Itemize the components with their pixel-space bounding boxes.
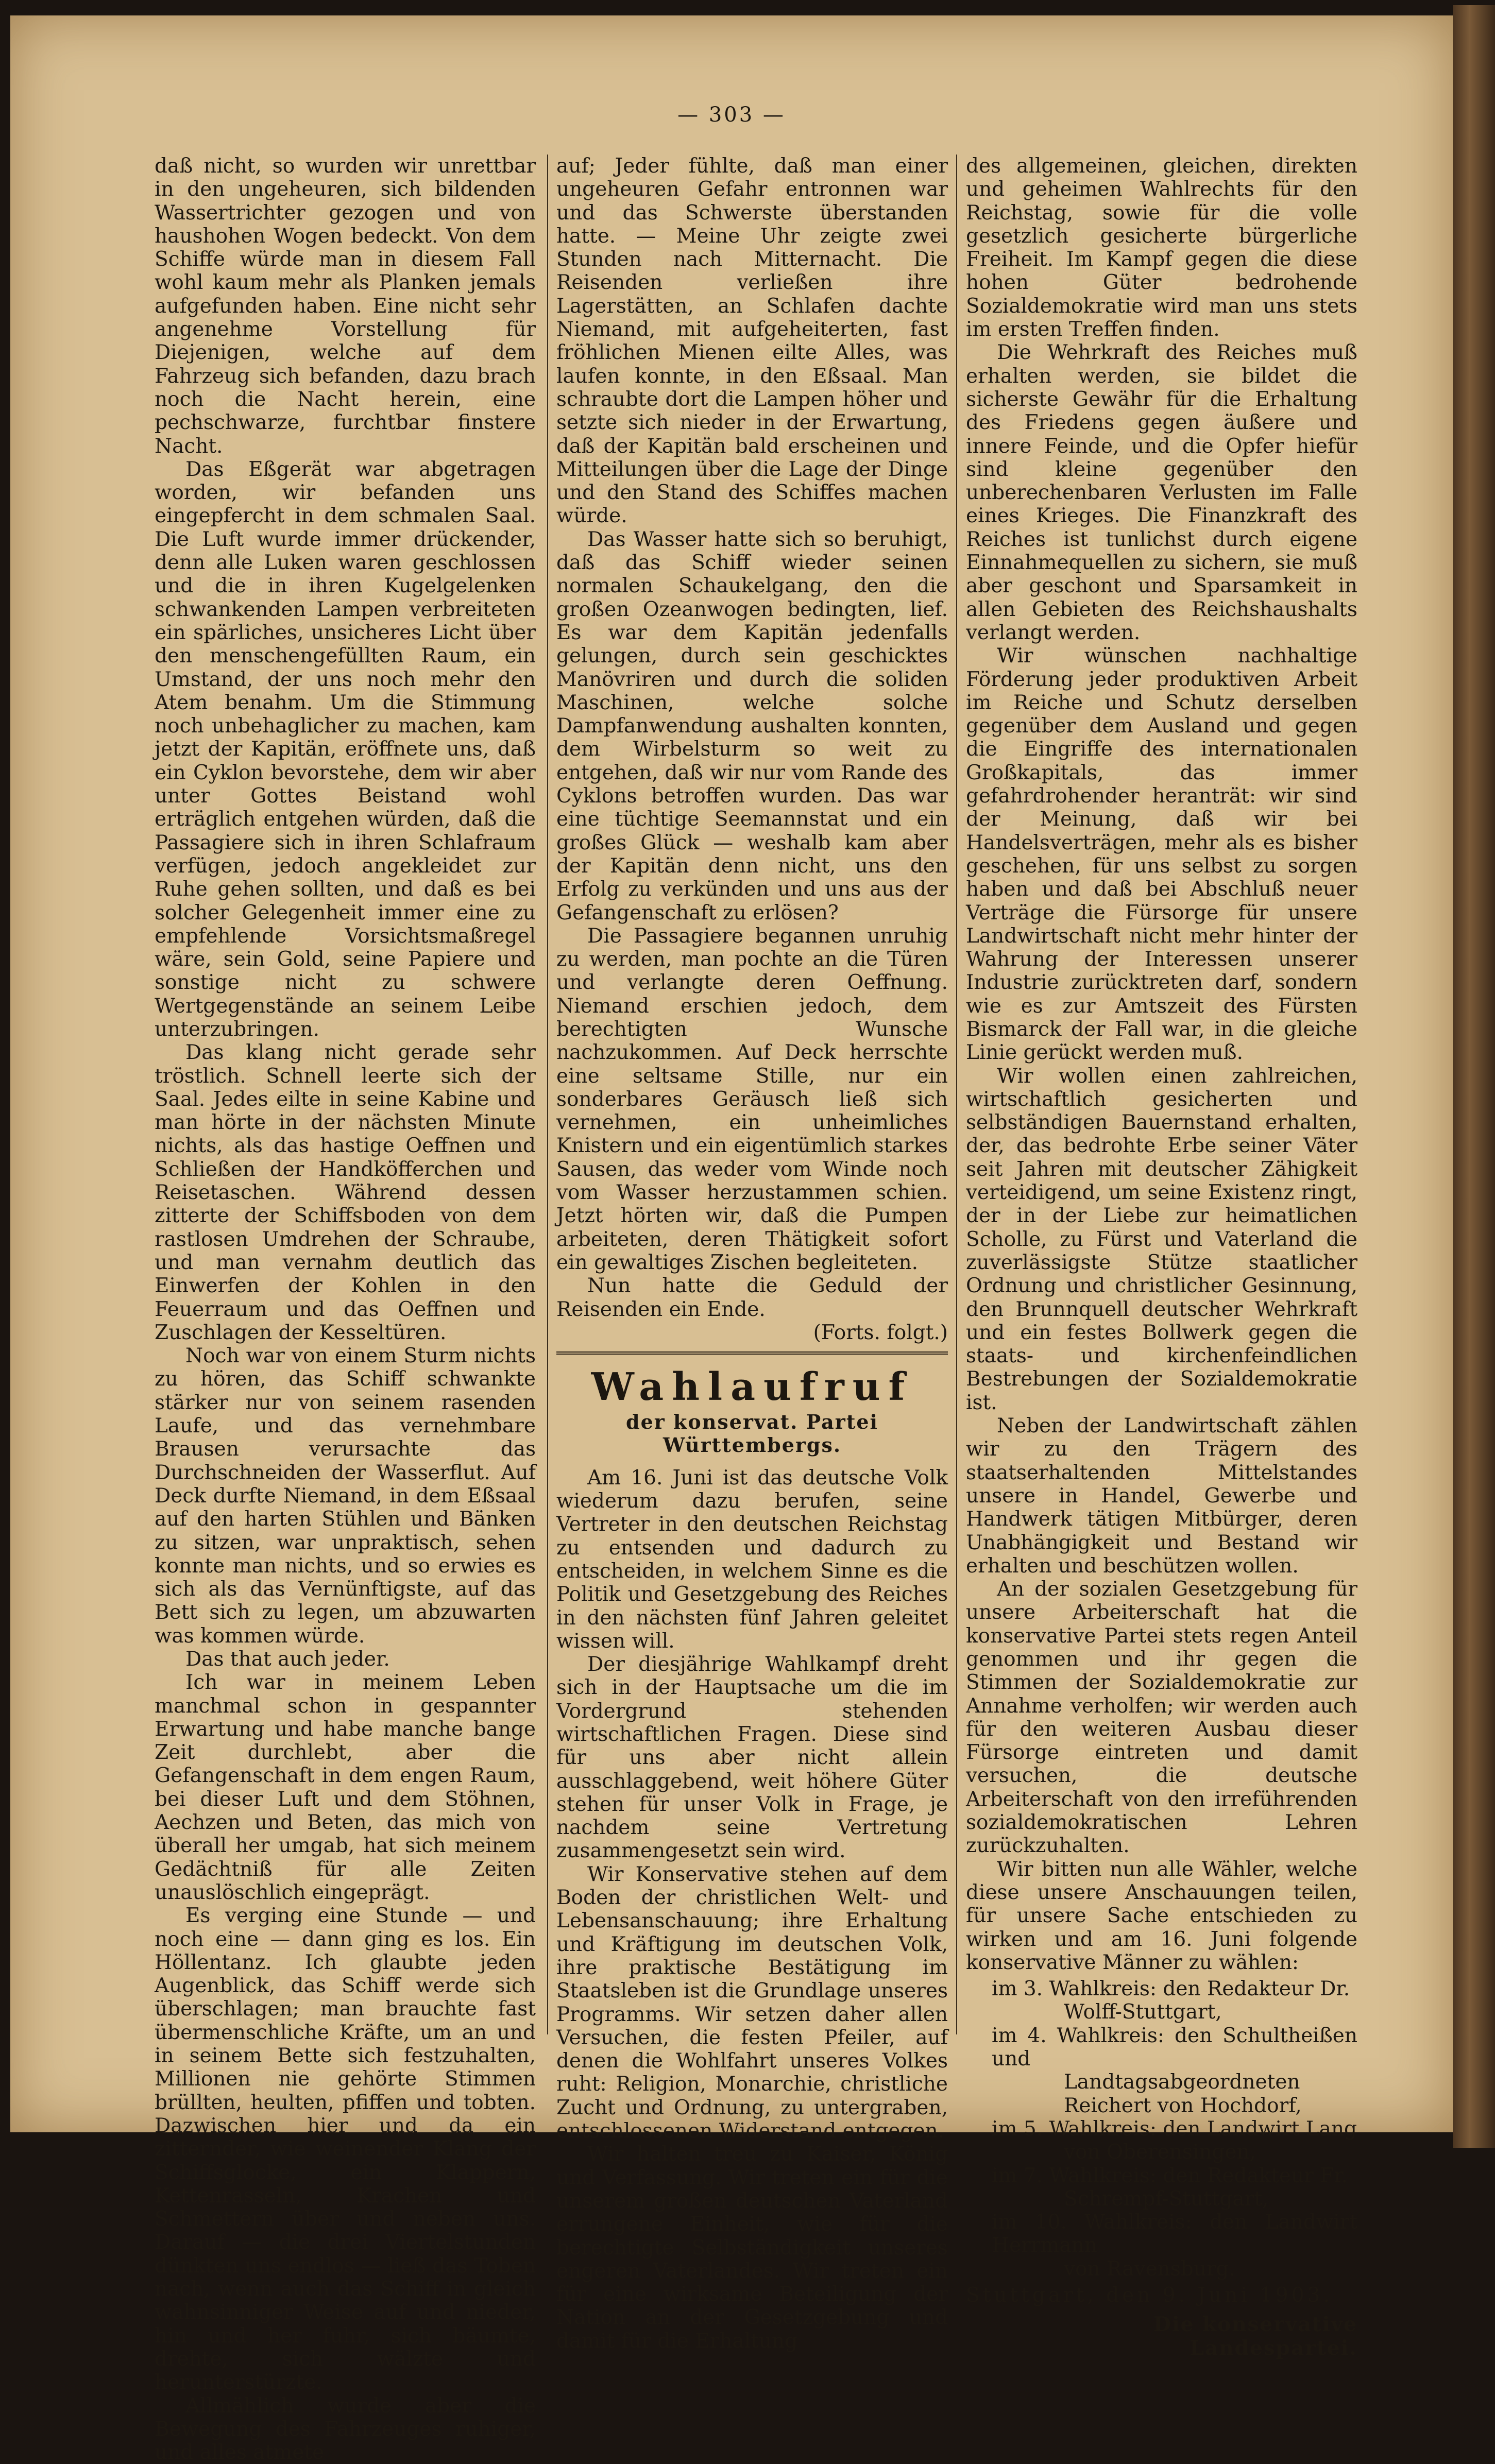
paragraph: Wir wünschen nachhaltige Förderung jeder produktiven Arbeit im Reiche und Schutz derselben gegenüber dem Ausland und gegen die Eingriffe des internationalen Großkapitals, das immer gefahrdrohender heranträt: wir sind der Meinung, daß wir bei Handelsverträgen, mehr als es bisher geschehen, für uns selbst zu sorgen haben und daß bei Abschluß neuer Verträge die Fürsorge für unsere Landwirtschaft nicht mehr hinter der Wahrung der Interessen unserer Industrie zurücktreten darf, sondern wie es zur Amtszeit des Fürsten Bismarck der Fall war, in die gleiche Linie gerückt werden muß. (966, 644, 1357, 1064)
candidate-entry (966, 2164, 1357, 2211)
column-2 (556, 155, 948, 2353)
paragraph: Ich war in meinem Leben manchmal schon in gespannter Erwartung und habe manche bange Zeit durchlebt, aber die Gefangenschaft in dem engen Raum, bei dieser Luft und dem Stöhnen, Aechzen und Beten, das mich von überall her umgab, hat sich meinem Gedächtniß für alle Zeiten unauslöschlich eingeprägt. (155, 1671, 536, 1904)
appeal-signature: Die konservative Landespartei. (966, 2313, 1357, 2360)
section-divider (556, 1351, 948, 1355)
candidate-name: den Redakteur Fr. (1163, 2164, 1348, 2187)
book-edge (1453, 5, 1495, 2148)
paragraph: An der sozialen Gesetzgebung für unsere Arbeiterschaft hat die konservative Partei stets regen Anteil genommen und ihr gegen die Stimmen der Sozialdemokratie zur Annahme verholfen; wir werden auch für den weiteren Ausbau dieser Fürsorge eintreten und damit versuchen, die deutsche Arbeiterschaft von den irreführenden sozialdemokratischen Lehren zurückzuhalten. (966, 1578, 1357, 1858)
paragraph: Allmählich wurde aber die Bewegung des Fahrzeuges ruhiger, und alles atmete (155, 2394, 536, 2464)
paragraph: Das Eßgerät war abgetragen worden, wir befanden uns eingepfercht in dem schmalen Saal. Die Luft wurde immer drückender, denn alle Luken waren geschlossen und die in ihren Kugelgelenken schwankenden Lampen verbreiteten ein spärliches, unsicheres Licht über den menschengefüllten Raum, ein Umstand, der uns noch mehr den Atem benahm. Um die Stimmung noch unbehaglicher zu machen, kam jetzt der Kapitän, eröffnete uns, daß ein Cyklon bevorstehe, dem wir aber unter Gottes Beistand wohl erträglich entgehen würden, daß die Passagiere sich in ihren Schlafraum verfügen, jedoch angekleidet zur Ruhe gehen sollten, und daß es bei solcher Gelegenheit immer eine zu empfehlende Vorsichtsmaßregel wäre, sein Gold, seine Papiere und sonstige nicht zu schwere Wertgegenstände an seinem Leibe unterzubringen. (155, 458, 536, 1041)
newspaper-page (10, 15, 1453, 2132)
paragraph: Neben der Landwirtschaft zählen wir zu den Trägern des staatserhaltenden Mittelstandes unsere in Handel, Gewerbe und Handwerk tätigen Mitbürger, deren Unabhängigkeit und Bestand wir erhalten und beschützen wollen. (966, 1414, 1357, 1578)
candidate-list (966, 1977, 1357, 2281)
paragraph: Das that auch jeder. (155, 1648, 536, 1671)
appeal-title: Wahlaufruf (556, 1364, 948, 1410)
column-rule (547, 155, 548, 2034)
candidate-name-cont: Landtagsabgeordneten Reichert von Hochdorf, (992, 2071, 1357, 2117)
paragraph: daß nicht, so wurden wir unrettbar in den ungeheuren, sich bildenden Wassertrichter gezogen und von haushohen Wogen bedeckt. Von dem Schiffe würde man in diesem Fall wohl kaum mehr als Planken jemals aufgefunden haben. Eine nicht sehr angenehme Vorstellung für Diejenigen, welche auf dem Fahrzeug sich befanden, dazu brach noch die Nacht herein, eine pechschwarze, furchtbar finstere Nacht. (155, 155, 536, 458)
candidate-district: im 5. Wahlkreis: (992, 2117, 1157, 2141)
candidate-name: den Schultheißen und (992, 2024, 1357, 2071)
candidate-name: den Redakteur Dr. (1163, 1977, 1350, 2000)
paragraph: Wir Konservative stehen auf dem Boden der christlichen Welt- und Lebensanschauung; ihre Erhaltung und Kräftigung im deutschen Volk, ihre praktische Bestätigung im Staatsleben ist die Grundlage unseres Programms. Wir setzen daher allen Versuchen, die festen Pfeiler, auf denen die Wohlfahrt unseres Volkes ruht: Religion, Monarchie, christliche Zucht und Ordnung, zu untergraben, entschlossenen Widerstand entgegen. (556, 1863, 948, 2143)
column-1 (155, 155, 536, 2464)
paragraph: Die Wehrkraft des Reiches muß erhalten werden, sie bildet die sicherste Gewähr für die Erhaltung des Friedens gegen äußere und innere Feinde, und die Opfer hiefür sind kleine gegenüber den unberechenbaren Verlusten im Falle eines Krieges. Die Finanzkraft des Reiches ist tunlichst durch eigene Einnahmequellen zu sichern, sie muß aber geschont und Sparsamkeit in allen Gebieten des Reichshaushalts verlangt werden. (966, 341, 1357, 644)
appeal-subtitle: der konservat. Partei Württembergs. (556, 1410, 948, 1457)
paragraph: Am 16. Juni ist das deutsche Volk wiederum dazu berufen, seine Vertreter in den deutschen Reichstag zu entsenden und dadurch zu entscheiden, in welchem Sinne es die Politik und Gesetzgebung des Reiches in den nächsten fünf Jahren geleitet wissen will. (556, 1466, 948, 1653)
candidate-entry (966, 2117, 1357, 2164)
column-3 (966, 155, 1357, 2360)
column-rule (956, 155, 957, 2034)
candidate-name: den Landwirt Herrmann (992, 2211, 1357, 2257)
candidate-name-cont: Wolff-Stuttgart, (992, 2000, 1357, 2024)
paragraph: auf; Jeder fühlte, daß man einer ungeheuren Gefahr entronnen war und das Schwerste überstanden hatte. — Meine Uhr zeigte zwei Stunden nach Mitternacht. Die Reisenden verließen ihre Lagerstätten, an Schlafen dachte Niemand, mit aufgeheiterten, fast fröhlichen Mienen eilte Alles, was laufen konnte, in den Eßsaal. Man schraubte dort die Lampen höher und setzte sich nieder in der Erwartung, daß der Kapitän bald erscheinen und Mitteilungen über die Lage der Dinge und den Stand des Schiffes machen würde. (556, 155, 948, 528)
candidate-district: im 10. Wahlkreis: (992, 2211, 1192, 2234)
appeal-date: Stuttgart, den 9. Juni 1903. (966, 2284, 1357, 2307)
candidate-name-cont: von Oberensingen, (992, 2141, 1357, 2164)
candidate-district: im 7. Wahlkreis: (992, 2164, 1157, 2187)
continuation-note: (Forts. folgt.) (556, 1321, 948, 1344)
paragraph: Wir bitten nun alle Wähler, welche diese unsere Anschauungen teilen, für unsere Sache entschieden zu wirken und am 16. Juni folgende konservative Männer zu wählen: (966, 1858, 1357, 1974)
paragraph: Noch war von einem Sturm nichts zu hören, das Schiff schwankte stärker nur von seinem rasenden Laufe, und das vernehmbare Brausen verursachte das Durchschneiden der Wasserflut. Auf Deck durfte Niemand, in dem Eßsaal auf den harten Stühlen und Bänken zu sitzen, war unpraktisch, sehen konnte man nichts, und so erwies es sich als das Vernünftigste, auf das Bett sich zu legen, um abzuwarten was kommen würde. (155, 1344, 536, 1648)
candidate-district: im 4. Wahlkreis: (992, 2024, 1164, 2047)
paragraph: Nun hatte die Geduld der Reisenden ein Ende. (556, 1274, 948, 1321)
candidate-name-cont: von Ravensburg. (992, 2257, 1357, 2281)
paragraph: Der diesjährige Wahlkampf dreht sich in der Hauptsache um die im Vordergrund stehenden wirtschaftlichen Fragen. Diese sind für uns aber nicht allein ausschlaggebend, weit höhere Güter stehen für unser Volk in Frage, je nachdem seine Vertretung zusammengesetzt sein wird. (556, 1653, 948, 1863)
paragraph: Die Passagiere begannen unruhig zu werden, man pochte an die Türen und verlangte deren Oeffnung. Niemand erschien jedoch, dem berechtigten Wunsche nachzukommen. Auf Deck herrschte eine seltsame Stille, nur ein sonderbares Geräusch ließ sich vernehmen, ein unheimliches Knistern und ein eigentümlich starkes Sausen, das weder vom Winde noch vom Wasser herzustammen schien. Jetzt hörten wir, daß die Pumpen arbeiteten, deren Thätigkeit sofort ein gewaltiges Zischen begleiteten. (556, 925, 948, 1274)
candidate-entry (966, 2211, 1357, 2281)
page-number: — 303 — (10, 103, 1453, 127)
paragraph: Wir wollen einen zahlreichen, wirtschaftlich gesicherten und selbständigen Bauernstand erhalten, der, das bedrohte Erbe seiner Väter seit Jahren mit deutscher Zähigkeit verteidigend, um seine Existenz ringt, der in der Liebe zur heimatlichen Scholle, zu Fürst und Vaterland die zuverlässigste Stütze staatlicher Ordnung und christlicher Gesinnung, den Brunnquell deutscher Wehrkraft und ein festes Bollwerk gegen die staats- und kirchenfeindlichen Bestrebungen der Sozialdemokratie ist. (966, 1065, 1357, 1414)
paragraph: des allgemeinen, gleichen, direkten und geheimen Wahlrechts für den Reichstag, sowie für die volle gesetzlich gesicherte bürgerliche Freiheit. Im Kampf gegen die diese hohen Güter bedrohende Sozialdemokratie wird man uns stets im ersten Treffen finden. (966, 155, 1357, 341)
paragraph: Es verging eine Stunde — und noch eine — dann ging es los. Ein Höllentanz. Ich glaubte jeden Augenblick, das Schiff werde sich überschlagen; man brauchte fast übermenschliche Kräfte, um an und in seinem Bette sich festzuhalten, Millionen nie gehörte Stimmen brüllten, heulten, pfiffen und tobten. Dazwischen hier und da ein zitternder, wie weinender Klang der Schiffsglocke, ein Klappern, Kettenrasseln, Krachen und Schmettern über und neben uns. Darauf — die drei Viertelstunden dünkten uns endlos — ließ das Toben nach, wenn auch das Schiff in gleich wahnsinniger Weise auf und nieder, hin und her fuhr, sich bäumte, drehte, sich wälzte und herunterstürzte. (155, 1904, 536, 2394)
paragraph: Wir halten treu zu Kaiser, König und Verfassung. Wir treten ein für die unserem großen deutschen Vaterland errungene Einheit, wie für die berechtigte Selbständigkeit unseres engeren Vaterlandes. Wir treten ein für eine wirksame Beteiligung der Nation an der Gesetzgebung und damit für die Erhaltung (556, 2143, 948, 2353)
candidate-name: den Landwirt Lang (1163, 2117, 1357, 2141)
candidate-name-cont: Schrempf-Stuttgart, (992, 2187, 1357, 2211)
paragraph: Das klang nicht gerade sehr tröstlich. Schnell leerte sich der Saal. Jedes eilte in seine Kabine und man hörte in der nächsten Minute nichts, als das hastige Oeffnen und Schließen der Handköfferchen und Reisetaschen. Während dessen zitterte der Schiffsboden von dem rastlosen Umdrehen der Schraube, und man vernahm deutlich das Einwerfen der Kohlen in den Feuerraum und das Oeffnen und Zuschlagen der Kesseltüren. (155, 1041, 536, 1344)
candidate-entry (966, 2024, 1357, 2117)
paragraph: Das Wasser hatte sich so beruhigt, daß das Schiff wieder seinen normalen Schaukelgang, den die großen Ozeanwogen bedingten, lief. Es war dem Kapitän jedenfalls gelungen, durch sein geschicktes Manövriren und durch die soliden Maschinen, welche solche Dampfanwendung aushalten konnten, dem Wirbelsturm so weit zu entgehen, daß wir nur vom Rande des Cyklons betroffen wurden. Das war eine tüchtige Seemannstat und ein großes Glück — weshalb kam aber der Kapitän denn nicht, uns den Erfolg zu verkünden und uns aus der Gefangenschaft zu erlösen? (556, 528, 948, 925)
candidate-entry (966, 1977, 1357, 2024)
candidate-district: im 3. Wahlkreis: (992, 1977, 1157, 2000)
